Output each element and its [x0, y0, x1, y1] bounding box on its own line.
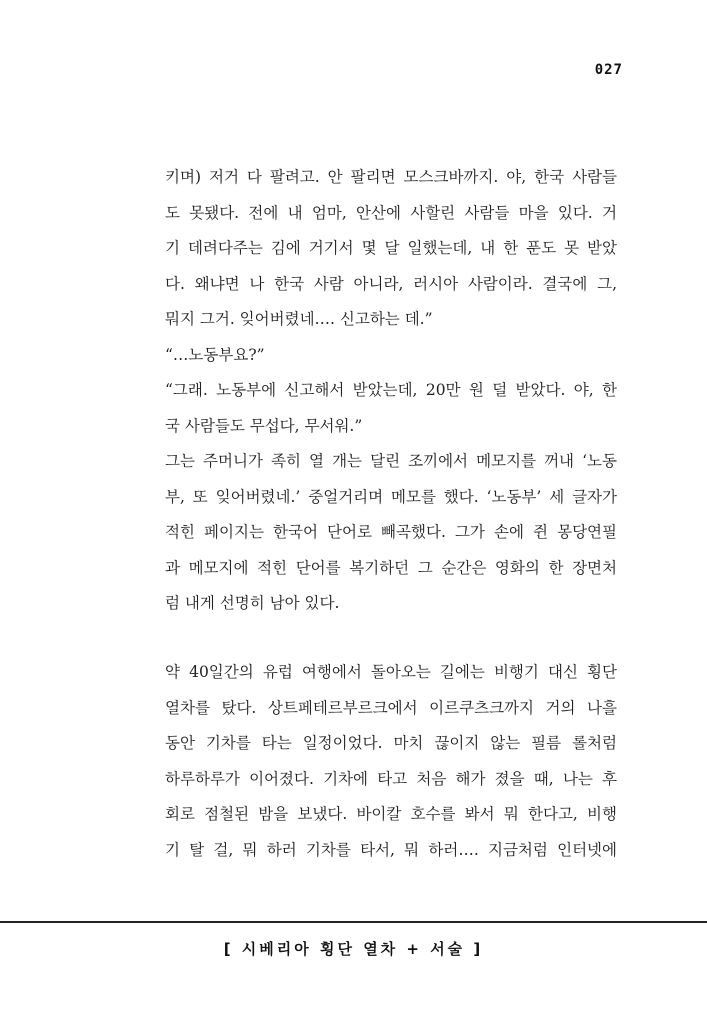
paragraph-block-2	[165, 655, 617, 868]
footer-divider	[0, 921, 707, 923]
text-line: 하루하루가 이어졌다. 기차에 타고 처음 해가 졌을 때, 나는 후	[165, 769, 617, 788]
text-line: 뭐지 그거. 잊어버렸네…. 신고하는 데.”	[165, 310, 433, 328]
text-line: “…노동부요?”	[165, 345, 265, 364]
text-line: “그래. 노동부에 신고해서 받았는데, 20만 원 덜 받았다. 야, 한	[165, 381, 617, 399]
text-line: 도 못됐다. 전에 내 엄마, 안산에 사할린 사람들 마을 있다. 거	[165, 203, 617, 222]
text-line: 기 탈 걸, 뭐 하러 기차를 타서, 뭐 하러…. 지금처럼 인터넷에	[165, 840, 617, 859]
running-footer-title: [ 시베리아 횡단 열차 + 서술 ]	[223, 940, 484, 958]
text-line: 럼 내게 선명히 남아 있다.	[165, 594, 340, 612]
page-number: 027	[594, 62, 623, 78]
text-line: 회로 점철된 밤을 보냈다. 바이칼 호수를 봐서 뭐 한다고, 비행	[165, 805, 617, 823]
text-line: 기 데려다주는 김에 거기서 몇 달 일했는데, 내 한 푼도 못 받았	[165, 239, 617, 257]
text-line: 국 사람들도 무섭다, 무서워.”	[165, 416, 363, 435]
text-line: 다. 왜냐면 나 한국 사람 아니라, 러시아 사람이라. 결국에 그,	[165, 274, 617, 293]
text-line: 키며) 저거 다 팔려고. 안 팔리면 모스크바까지. 야, 한국 사람들	[165, 168, 617, 186]
paragraph-block-1	[165, 160, 617, 622]
text-line: 약 40일간의 유럽 여행에서 돌아오는 길에는 비행기 대신 횡단	[165, 663, 617, 681]
text-line: 동안 기차를 타는 일정이었다. 마치 끊이지 않는 필름 롤처럼	[165, 734, 617, 752]
text-line: 적힌 페이지는 한국어 단어로 빼곡했다. 그가 손에 쥔 몽당연필	[165, 523, 617, 541]
text-line: 열차를 탔다. 상트페테르부르크에서 이르쿠츠크까지 거의 나흘	[165, 698, 617, 717]
text-line: 부, 또 잊어버렸네.’ 중얼거리며 메모를 했다. ‘노동부’ 세 글자가	[165, 487, 617, 506]
text-line: 그는 주머니가 족히 열 개는 달린 조끼에서 메모지를 꺼내 ‘노동	[165, 452, 617, 470]
text-line: 과 메모지에 적힌 단어를 복기하던 그 순간은 영화의 한 장면처	[165, 558, 617, 577]
